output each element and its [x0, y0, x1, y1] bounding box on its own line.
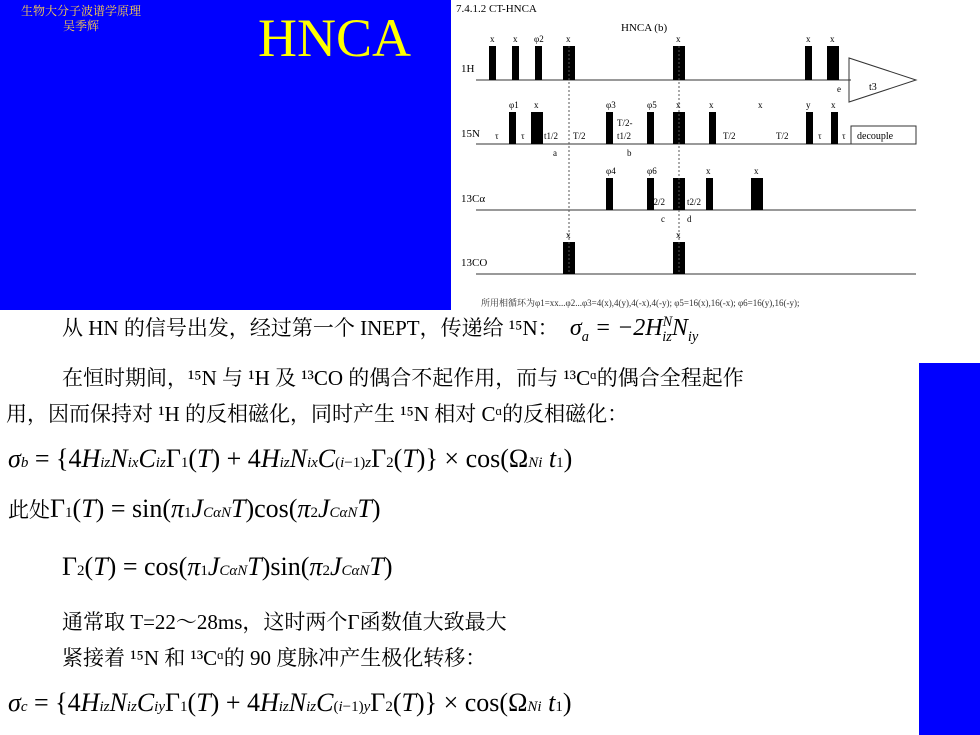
phase-label-10: φ3: [606, 100, 616, 110]
slide-title: HNCA: [258, 8, 412, 68]
author-name: 吴季辉: [62, 19, 99, 33]
sigma-a-equation: $\sigma_a = -2H^N_{iz}N_{iy}$: [569, 314, 699, 345]
decouple-label: decouple: [857, 131, 894, 142]
phase-label-15: y: [806, 100, 811, 110]
text-line-2: 在恒时期间，¹⁵N 与 ¹H 及 ¹³CO 的偶合不起作用，而与 ¹³Cᵅ的偶合全程起作: [62, 366, 744, 390]
delay-tau-3: τ: [818, 131, 822, 141]
delay-T-minus: T/2-: [617, 118, 633, 128]
phase-label-12: x: [676, 100, 681, 110]
phase-label-2: x: [513, 34, 518, 44]
delay-T-c: T/2: [776, 131, 789, 141]
co-pulses: [563, 242, 685, 274]
n-pulses: [509, 112, 838, 144]
channel-label-n: 15N: [461, 128, 480, 140]
phase-label-6: x: [806, 34, 811, 44]
side-bar: [919, 363, 980, 735]
phase-label-20: x: [754, 166, 759, 176]
figure-footnote: 所用相循环为φ1=xx...φ2...φ3=4(x),4(y),4(-x),4(-y); φ5=16(x),16(-x); φ6=16(y),16(-y);: [481, 298, 800, 308]
phase-label-21: x: [566, 230, 571, 240]
phase-label-1: x: [490, 34, 495, 44]
text-line-6: 紧接着 ¹⁵N 和 ¹³Cᵅ的 90 度脉冲产生极化转移：: [62, 646, 487, 670]
acq-label: t3: [869, 82, 877, 93]
marker-b: b: [627, 148, 632, 158]
delay-t2-b: t2/2: [687, 197, 702, 207]
phase-label-19: x: [706, 166, 711, 176]
delay-T: T/2: [573, 131, 586, 141]
delay-tau-4: τ: [842, 131, 846, 141]
marker-e: e: [837, 84, 841, 94]
delay-t1: t1/2: [544, 131, 559, 141]
marker-a: a: [553, 148, 557, 158]
delay-tau-2: τ: [521, 131, 525, 141]
phase-label-5: x: [676, 34, 681, 44]
text-line-5: 通常取 T=22～28ms，这时两个Γ函数值大致最大: [62, 610, 507, 634]
gamma1-equation: 此处Γ1(T) = sin(π1JCαNT)cos(π2JCαNT): [8, 494, 381, 523]
phase-label-18: φ6: [647, 166, 657, 176]
phase-label-9: x: [534, 100, 539, 110]
phase-label-13: x: [709, 100, 714, 110]
pulse-sequence-figure: [451, 0, 980, 310]
course-name: 生物大分子波谱学原理: [20, 4, 141, 18]
marker-c: c: [661, 214, 665, 224]
delay-tau: τ: [495, 131, 499, 141]
text-line-1: [62, 314, 699, 345]
acquisition-triangle: [849, 58, 916, 102]
text-line-3: 用，因而保持对 ¹H 的反相磁化，同时产生 ¹⁵N 相对 Cᵅ的反相磁化：: [6, 402, 629, 426]
gamma2-equation: Γ2(T) = cos(π1JCαNT)sin(π2JCαNT): [62, 552, 393, 581]
ca-pulses: [606, 178, 763, 210]
phase-label-16: x: [831, 100, 836, 110]
text-line-1-text: 从 HN 的信号出发，经过第一个 INEPT，传递给 ¹⁵N：: [62, 316, 559, 340]
course-header: [6, 4, 156, 34]
sigma-b-equation: σb = {4HizNixCizΓ1(T) + 4HizNixC(i−1)zΓ2(T)} × cos(ΩNi t1): [8, 444, 573, 473]
phase-label-4: x: [566, 34, 571, 44]
phase-label-7: x: [830, 34, 835, 44]
channel-label-h: 1H: [461, 63, 475, 75]
figure-caption: 7.4.1.2 CT-HNCA: [456, 3, 537, 15]
channel-label-co: 13CO: [461, 257, 488, 269]
phase-label-3: φ2: [534, 34, 544, 44]
marker-d: d: [687, 214, 692, 224]
channel-label-ca: 13Cα: [461, 193, 486, 205]
phase-label-8: φ1: [509, 100, 519, 110]
figure-subtitle: HNCA (b): [621, 22, 668, 34]
phase-label-11: φ5: [647, 100, 657, 110]
phase-label-22: x: [676, 230, 681, 240]
delay-T-b: T/2: [723, 131, 736, 141]
text-line-4-prefix: 此处: [8, 498, 50, 522]
delay-t1-b: t1/2: [617, 131, 632, 141]
h-pulses: [489, 46, 839, 80]
sigma-c-equation: σc = {4HizNizCiyΓ1(T) + 4HizNizC(i−1)yΓ2(T)} × cos(ΩNi t1): [8, 688, 572, 717]
phase-label-17: φ4: [606, 166, 616, 176]
delay-t2: t2/2: [651, 197, 666, 207]
phase-label-14: x: [758, 100, 763, 110]
